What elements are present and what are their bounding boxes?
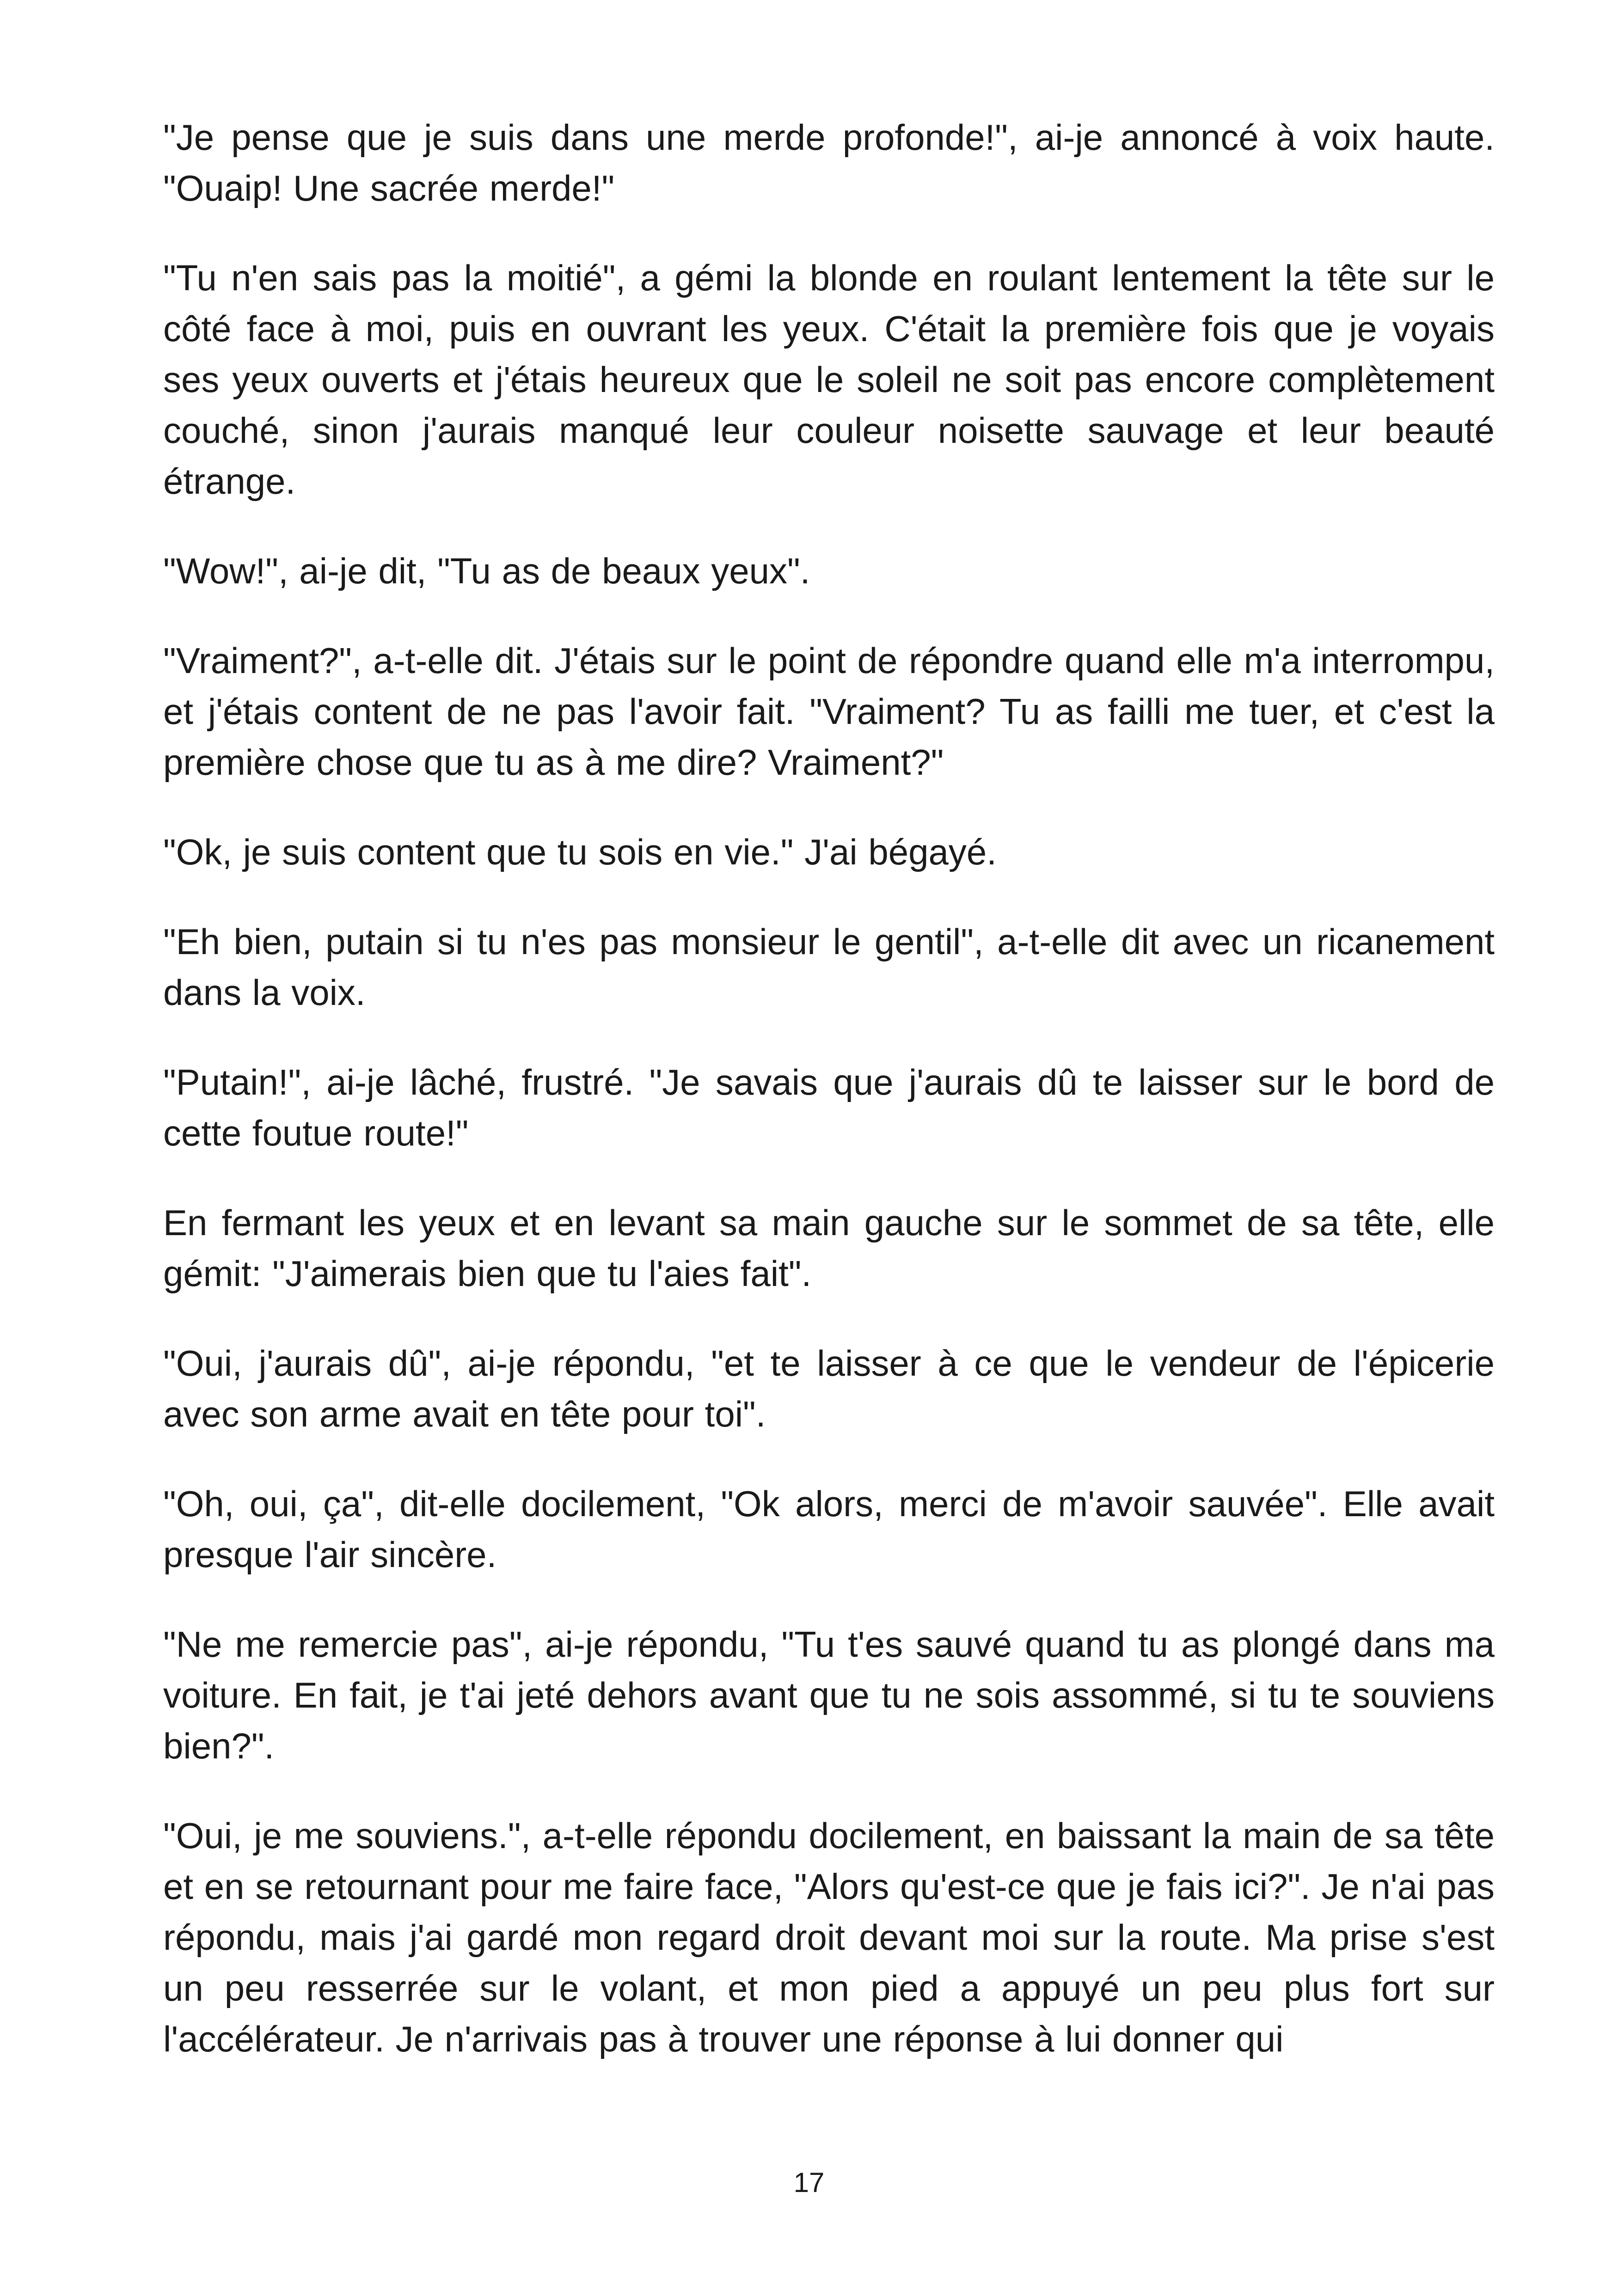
body-text <box>163 112 1495 2064</box>
paragraph: "Oui, je me souviens.", a-t-elle répondu docilement, en baissant la main de sa tête et en se retournant pour me faire face, "Alors qu'est-ce que je fais ici?". Je n'ai pas répondu, mais j'ai gardé mon regard droit devant moi sur la route. Ma prise s'est un peu resserrée sur le volant, et mon pied a appuyé un peu plus fort sur l'accélérateur. Je n'arrivais pas à trouver une réponse à lui donner qui <box>163 1815 1495 2059</box>
paragraph: "Putain!", ai-je lâché, frustré. "Je savais que j'aurais dû te laisser sur le bord de cette foutue route!" <box>163 1062 1495 1153</box>
paragraph: "Wow!", ai-je dit, "Tu as de beaux yeux". <box>163 551 810 591</box>
paragraph: "Oh, oui, ça", dit-elle docilement, "Ok alors, merci de m'avoir sauvée". Elle avait presque l'air sincère. <box>163 1483 1495 1575</box>
paragraph: En fermant les yeux et en levant sa main gauche sur le sommet de sa tête, elle gémit: "J'aimerais bien que tu l'aies fait". <box>163 1202 1495 1294</box>
paragraph: "Tu n'en sais pas la moitié", a gémi la blonde en roulant lentement la tête sur le côté face à moi, puis en ouvrant les yeux. C'était la première fois que je voyais ses yeux ouverts et j'étais heureux que le soleil ne soit pas encore complètement couché, sinon j'aurais manqué leur couleur noisette sauvage et leur beauté étrange. <box>163 257 1495 502</box>
paragraph: "Eh bien, putain si tu n'es pas monsieur le gentil", a-t-elle dit avec un ricanement dans la voix. <box>163 921 1495 1013</box>
paragraph: "Ok, je suis content que tu sois en vie." J'ai bégayé. <box>163 832 997 872</box>
paragraph: "Je pense que je suis dans une merde profonde!", ai-je annoncé à voix haute. "Ouaip! Une sacrée merde!" <box>163 117 1495 208</box>
paragraph: "Oui, j'aurais dû", ai-je répondu, "et te laisser à ce que le vendeur de l'épicerie avec son arme avait en tête pour toi". <box>163 1343 1495 1434</box>
paragraph: "Vraiment?", a-t-elle dit. J'étais sur le point de répondre quand elle m'a interrompu, et j'étais content de ne pas l'avoir fait. "Vraiment? Tu as failli me tuer, et c'est la première chose que tu as à me dire? Vraiment?" <box>163 640 1495 783</box>
page-number: 17 <box>793 2167 825 2198</box>
paragraph: "Ne me remercie pas", ai-je répondu, "Tu t'es sauvé quand tu as plongé dans ma voiture. En fait, je t'ai jeté dehors avant que tu ne sois assommé, si tu te souviens bien?". <box>163 1624 1495 1766</box>
